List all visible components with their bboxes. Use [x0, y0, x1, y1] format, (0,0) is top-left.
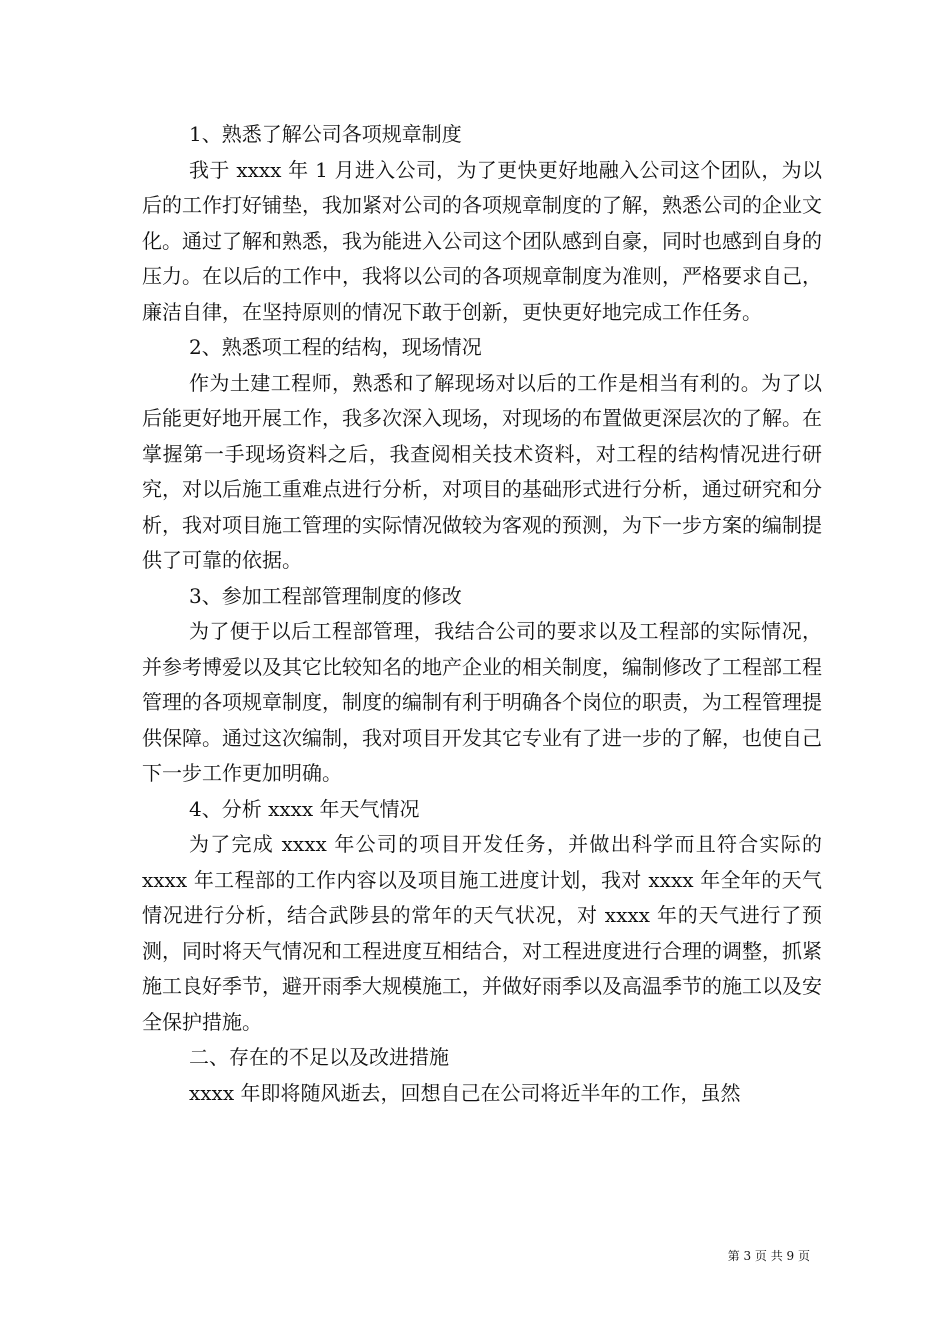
section-paragraph-4: 为了完成 xxxx 年公司的项目开发任务，并做出科学而且符合实际的 xxxx 年工程部的工作内容以及项目施工进度计划，我对 xxxx 年全年的天气情况进行分析，结合武陟县的常年的天气状况，对 xxxx 年的天气进行了预测，同时将天气情况和工程进度互相结合，对工程进度进行合理的调整，抓紧施工良好季节，避开雨季大规模施工，并做好雨季以及高温季节的施工以及安全保护措施。: [142, 832, 822, 1034]
section-heading-3: 3、参加工程部管理制度的修改: [189, 583, 462, 608]
section-heading-4: 4、分析 xxxx 年天气情况: [189, 796, 420, 821]
section-heading-1: 1、熟悉了解公司各项规章制度: [189, 122, 462, 146]
section-paragraph-3: 为了便于以后工程部管理，我结合公司的要求以及工程部的实际情况，并参考博爱以及其它比较知名的地产企业的相关制度，编制修改了工程部工程管理的各项规章制度，制度的编制有利于明确各个岗位的职责，为工程管理提供保障。通过这次编制，我对项目开发其它专业有了进一步的了解，也使自己下一步工作更加明确。: [142, 619, 822, 785]
section-paragraph-1: 我于 xxxx 年 1 月进入公司，为了更快更好地融入公司这个团队，为以后的工作打好铺垫，我加紧对公司的各项规章制度的了解，熟悉公司的企业文化。通过了解和熟悉，我为能进入公司这个团队感到自豪，同时也感到自身的压力。在以后的工作中，我将以公司的各项规章制度为准则，严格要求自己，廉洁自律，在坚持原则的情况下敢于创新，更快更好地完成工作任务。: [142, 157, 822, 324]
page-footer: [0, 1247, 950, 1264]
section-paragraph-5: xxxx 年即将随风逝去，回想自己在公司将近半年的工作，虽然: [189, 1080, 741, 1105]
section-heading-2: 2、熟悉项工程的结构，现场情况: [189, 335, 482, 359]
page-number: 第 3 页 共 9 页: [727, 1249, 810, 1263]
section-paragraph-2: 作为土建工程师，熟悉和了解现场对以后的工作是相当有利的。为了以后能更好地开展工作，我多次深入现场，对现场的布置做更深层次的了解。在掌握第一手现场资料之后，我查阅相关技术资料，对工程的结构情况进行研究，对以后施工重难点进行分析，对项目的基础形式进行分析，通过研究和分析，我对项目施工管理的实际情况做较为客观的预测，为下一步方案的编制提供了可靠的依据。: [142, 370, 822, 572]
section-heading-5: 二、存在的不足以及改进措施: [189, 1045, 449, 1069]
document-body: [142, 117, 822, 1111]
